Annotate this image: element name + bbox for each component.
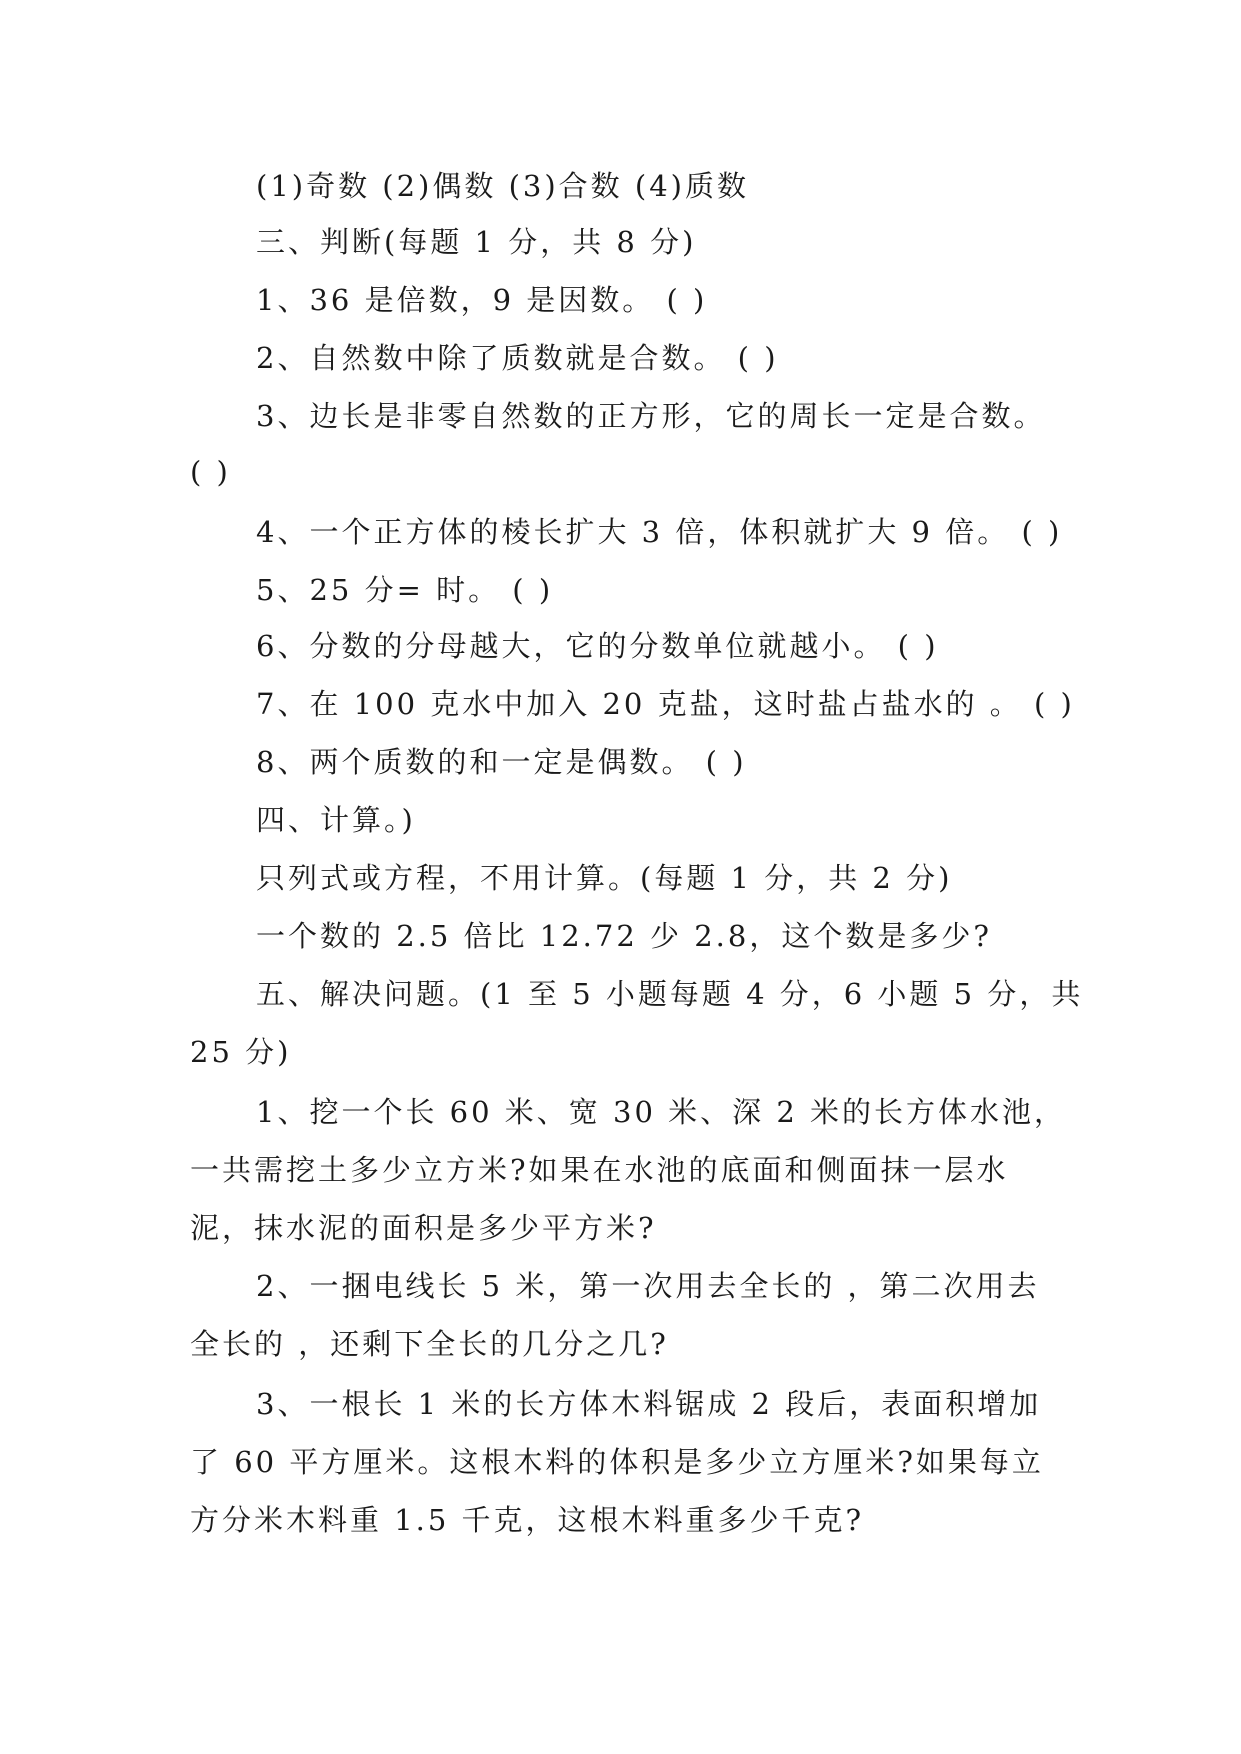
section-3-heading: 三、判断(每题 1 分，共 8 分) bbox=[256, 225, 697, 259]
choice-options: (1)奇数 (2)偶数 (3)合数 (4)质数 bbox=[256, 169, 749, 203]
problem-3-line-3: 方分米木料重 1.5 千克，这根木料重多少千克? bbox=[190, 1503, 865, 1537]
problem-1-line-3: 泥，抹水泥的面积是多少平方米? bbox=[190, 1211, 657, 1245]
problem-2-line-1: 2、一捆电线长 5 米，第一次用去全长的 ，第二次用去 bbox=[256, 1269, 1040, 1303]
judge-item-5: 5、25 分= 时。 ( ) bbox=[256, 573, 554, 607]
section-4-heading: 四、计算。) bbox=[256, 803, 416, 837]
judge-item-7: 7、在 100 克水中加入 20 克盐，这时盐占盐水的 。 ( ) bbox=[256, 687, 1075, 721]
calc-instruction: 只列式或方程，不用计算。(每题 1 分，共 2 分) bbox=[256, 861, 953, 895]
problem-2-line-2: 全长的 ，还剩下全长的几分之几? bbox=[190, 1327, 669, 1361]
problem-3-line-2: 了 60 平方厘米。这根木料的体积是多少立方厘米?如果每立 bbox=[190, 1445, 1044, 1479]
judge-item-8: 8、两个质数的和一定是偶数。 ( ) bbox=[256, 745, 747, 779]
judge-item-6: 6、分数的分母越大，它的分数单位就越小。 ( ) bbox=[256, 629, 939, 663]
judge-item-4: 4、一个正方体的棱长扩大 3 倍，体积就扩大 9 倍。 ( ) bbox=[256, 515, 1063, 549]
judge-item-1: 1、36 是倍数，9 是因数。 ( ) bbox=[256, 283, 708, 317]
judge-item-3-cont: ( ) bbox=[190, 455, 231, 489]
section-5-heading-cont: 25 分) bbox=[190, 1035, 292, 1069]
judge-item-2: 2、自然数中除了质数就是合数。 ( ) bbox=[256, 341, 779, 375]
judge-item-3: 3、边长是非零自然数的正方形，它的周长一定是合数。 bbox=[256, 399, 1046, 433]
section-5-heading: 五、解决问题。(1 至 5 小题每题 4 分，6 小题 5 分，共 bbox=[256, 977, 1084, 1011]
problem-3-line-1: 3、一根长 1 米的长方体木料锯成 2 段后，表面积增加 bbox=[256, 1387, 1042, 1421]
calc-question: 一个数的 2.5 倍比 12.72 少 2.8，这个数是多少? bbox=[256, 919, 992, 953]
problem-1-line-1: 1、挖一个长 60 米、宽 30 米、深 2 米的长方体水池， bbox=[256, 1095, 1067, 1129]
problem-1-line-2: 一共需挖土多少立方米?如果在水池的底面和侧面抹一层水 bbox=[190, 1153, 1009, 1187]
